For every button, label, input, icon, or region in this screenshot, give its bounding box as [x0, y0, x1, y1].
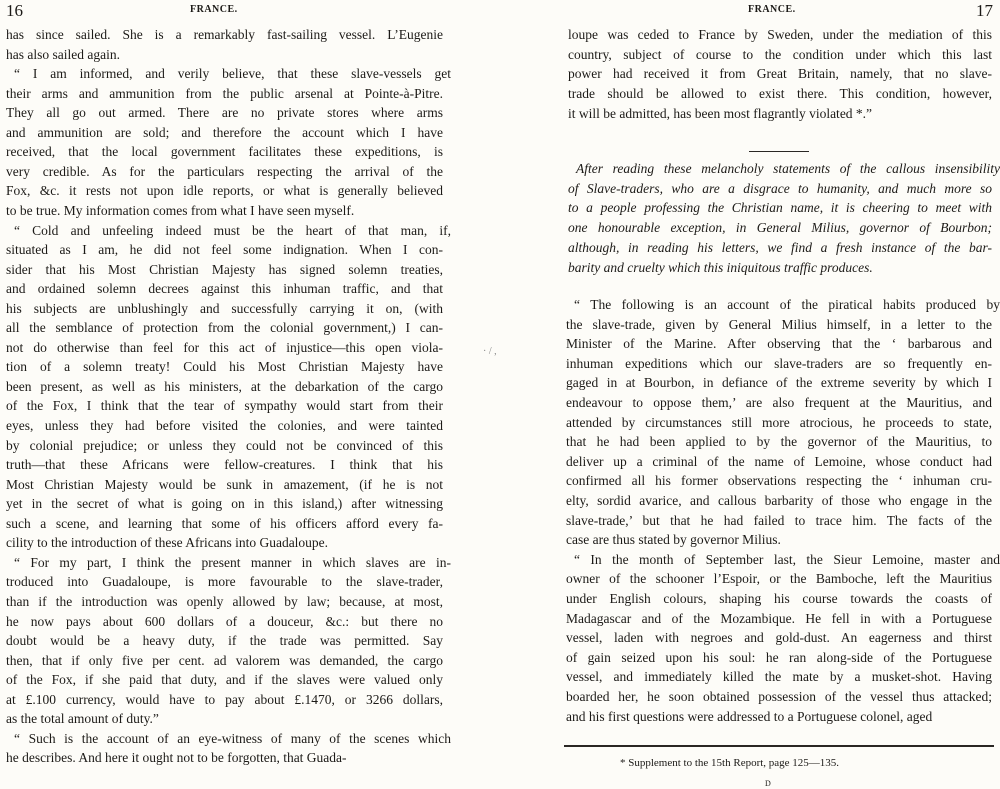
right-page — [500, 0, 1000, 789]
text-line: elty, sordid avarice, and callous barbarity of those who engage in the — [566, 493, 992, 508]
text-line: eyes, unless they had before visited the colonies, and were tainted — [6, 418, 443, 433]
italic-line: of Slave-traders, who are a disgrace to humanity, and much more so — [568, 180, 992, 196]
text-line: of gain seized upon his soul: he ran along-side of the Portuguese — [566, 649, 992, 665]
text-line: inhuman expeditions which our slave-traders are so frequently en- — [566, 355, 992, 371]
text-line: received, that the local government facilitates these expeditions, is — [6, 144, 443, 160]
page-number: 16 — [6, 1, 23, 20]
text-line: and ordained solemn decrees against this inhuman traffic, and that — [6, 281, 443, 297]
text-line: at £.100 currency, would have to pay about £.1470, or 3266 dollars, — [6, 691, 443, 707]
text-line: yet in the secret of what is going on in this island,) after witnessing — [6, 496, 443, 512]
text-line: to be true. My information comes from what I have seen myself. — [6, 202, 355, 218]
text-line: cility to the introduction of these Africans into Guadaloupe. — [6, 535, 329, 551]
text-line: then, that if only five per cent. ad valorem was demanded, the cargo — [6, 652, 443, 668]
text-line: Fox, &c. it rests not upon idle reports, or what is generally believed — [6, 183, 443, 199]
text-line: it will be admitted, has been most flagrantly violated *.” — [568, 105, 873, 121]
text-line: has also sailed again. — [6, 46, 120, 62]
text-line: vessel, laden with negroes and gold-dust. An eagerness and thirst — [566, 630, 992, 646]
italic-line: one honourable exception, in General Milius, governor of Bourbon; — [568, 220, 992, 236]
text-line: country, subject of course to the condition under which this last — [568, 46, 992, 62]
text-line: been present, as well as his ministers, at the debarkation of the cargo — [6, 378, 443, 394]
text-line: all the semblance of protection from the colonial government,) I can- — [6, 320, 443, 336]
text-line: loupe was ceded to France by Sweden, under the mediation of this — [568, 27, 992, 42]
text-line: and his first questions were addressed to a Portuguese colonel, aged — [566, 708, 933, 724]
text-line: Madagascar and of the Mozambique. He fell in with a Portuguese — [566, 610, 992, 626]
text-line: endeavour to oppose them,’ are also frequent at the Mauritius, and — [566, 395, 992, 410]
text-line: of the Fox, I think that the tear of sympathy would start from their — [6, 398, 443, 414]
italic-line: although, in reading his letters, we find a fresh instance of the bar- — [568, 239, 992, 255]
text-line: case are thus stated by governor Milius. — [566, 532, 781, 548]
text-line: such a scene, and learning that some of his officers afford every fa- — [6, 515, 443, 531]
gutter-mark: · / , — [483, 346, 497, 357]
text-line: sider that his Most Christian Majesty has signed solemn treaties, — [6, 261, 443, 277]
text-line: by colonial prejudice; or unless they could not be convinced of this — [6, 437, 443, 453]
text-line: as the total amount of duty.” — [6, 711, 159, 727]
text-line: very credible. As for the particulars respecting the arrival of the — [6, 163, 443, 179]
text-line: Minister of the Marine. After observing that the ‘ barbarous and — [566, 336, 992, 352]
running-head: FRANCE. — [748, 4, 796, 15]
text-line: deliver up a criminal of the name of Lemoine, whose conduct had — [566, 453, 992, 469]
text-line: has since sailed. She is a remarkably fast-sailing vessel. L’Eugenie — [6, 27, 443, 42]
text-line: the slave-trade, given by General Milius himself, in a letter to the — [566, 316, 992, 332]
signature-mark: D — [765, 779, 771, 788]
section-divider — [749, 151, 809, 152]
text-line: They all go out armed. There are no private stores where arms — [6, 105, 443, 121]
text-line: gaged in at Bourbon, in defiance of the extreme severity by which I — [566, 375, 992, 391]
text-line: power had received it from Great Britain, namely, that no slave- — [568, 66, 992, 82]
text-line: of the Fox, if she paid that duty, and if the slaves were valued only — [6, 672, 443, 688]
text-line: not do otherwise than feel for this act of injustice—this open viola- — [6, 339, 443, 355]
italic-line: After reading these melancholy statements of the callous insensibility — [576, 161, 1000, 176]
text-line: slave-trade,’ but that he had failed to trace him. The facts of the — [566, 512, 992, 528]
text-line: their arms and ammunition from the public arsenal at Pointe-à-Pitre. — [6, 85, 443, 101]
italic-line: to a people professing the Christian name, it is cheering to meet with — [568, 200, 992, 216]
text-line: tion of a solemn treaty! Could his Most Christian Majesty have — [6, 359, 443, 375]
text-line: “ The following is an account of the piratical habits produced by — [574, 297, 1000, 312]
text-line: and ammunition are sold; and therefore the account which I have — [6, 124, 443, 140]
text-line: confirmed all his former observations respecting the ‘ inhuman cru- — [566, 473, 992, 489]
text-line: owner of the schooner l’Espoir, or the Bamboche, left the Mauritius — [566, 571, 992, 587]
text-line: attended by circumstances still more atrocious, he proceeds to state, — [566, 414, 992, 430]
text-line: vessel, and immediately killed the mate by a musket-shot. Having — [566, 669, 992, 685]
text-line: he now pays about 600 dollars of a douceur, &c.: but there no — [6, 613, 443, 629]
footnote: * Supplement to the 15th Report, page 125—135. — [620, 757, 840, 769]
text-line: truth—that these Africans were fellow-creatures. I think that his — [6, 457, 443, 473]
text-line: he describes. And here it ought not to be forgotten, that Guada- — [6, 750, 347, 766]
text-line: doubt would be a heavy duty, if the trade was permitted. Say — [6, 633, 443, 649]
text-line: “ Such is the account of an eye-witness of many of the scenes which — [14, 730, 451, 746]
text-line: situated as I am, he did not feel some indignation. When I con- — [6, 242, 443, 258]
text-line: that he had been applied to by the governor of the Mauritius, to — [566, 434, 992, 450]
page-number: 17 — [976, 1, 993, 20]
running-head: FRANCE. — [190, 4, 238, 15]
footnote-rule — [564, 745, 994, 747]
text-line: “ In the month of September last, the Sieur Lemoine, master and — [574, 551, 1000, 567]
text-line: boarded her, he soon obtained possession of the vessel thus attacked; — [566, 689, 992, 704]
text-line: trade should be allowed to exist there. This condition, however, — [568, 86, 992, 102]
text-line: under English colours, shaping his course towards the coasts of — [566, 591, 992, 606]
text-line: “ Cold and unfeeling indeed must be the heart of that man, if, — [14, 222, 451, 238]
text-line: than if the introduction was openly allowed by law; because, at most, — [6, 593, 443, 609]
text-line: troduced into Guadaloupe, is more favourable to the slave-trader, — [6, 574, 443, 590]
text-line: Most Christian Majesty would be sunk in amazement, (if he is not — [6, 476, 443, 492]
text-line: his subjects are unblushingly and successfully carrying it on, (with — [6, 300, 443, 316]
text-line: “ I am informed, and verily believe, that these slave-vessels get — [14, 66, 451, 82]
text-line: “ For my part, I think the present manner in which slaves are in- — [14, 554, 451, 570]
italic-line: barity and cruelty which this iniquitous traffic produces. — [568, 259, 873, 275]
